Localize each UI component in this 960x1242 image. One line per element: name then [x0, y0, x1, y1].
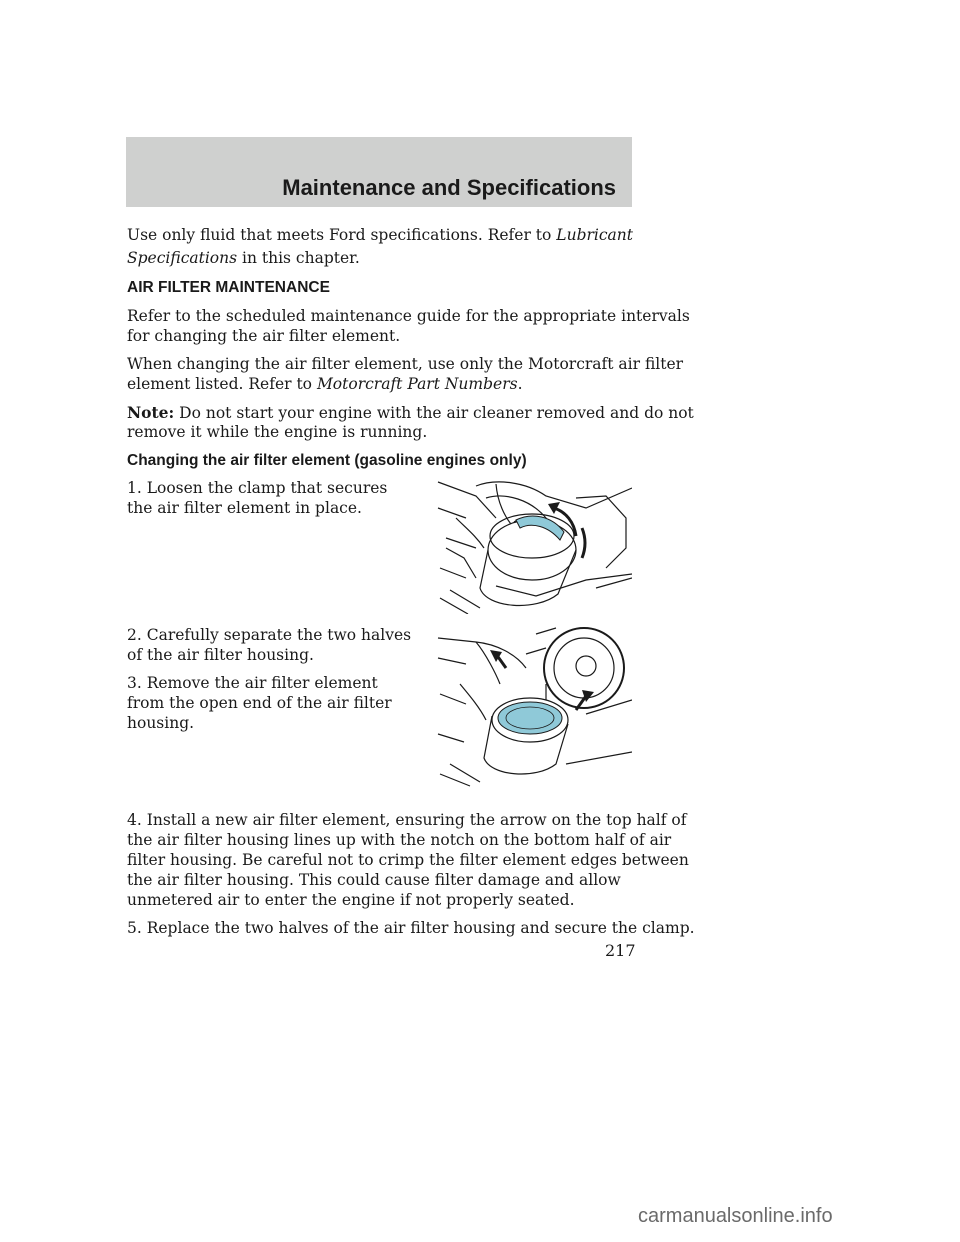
para2-line-2: element listed. Refer to Motorcraft Part Numbers.	[127, 375, 523, 393]
para1-line-2: for changing the air filter element.	[127, 327, 401, 345]
lubricant-reference: Lubricant	[556, 226, 633, 244]
chapter-header	[126, 137, 632, 207]
step-4-line-2: the air filter housing lines up with the notch on the bottom half of air	[127, 831, 672, 849]
step-3-line-3: housing.	[127, 714, 195, 732]
step-3-line-1: 3. Remove the air filter element	[127, 674, 378, 692]
step-3-line-2: from the open end of the air filter	[127, 694, 392, 712]
step-4-line-4: the air filter housing. This could cause filter damage and allow	[127, 871, 621, 889]
note-line-2: remove it while the engine is running.	[127, 423, 428, 441]
para2-line-1: When changing the air filter element, use only the Motorcraft air filter	[127, 355, 684, 373]
subheading: Changing the air filter element (gasoline engines only)	[127, 452, 527, 469]
step-5-line-1: 5. Replace the two halves of the air filter housing and secure the clamp.	[127, 919, 695, 937]
step-4-line-5: unmetered air to enter the engine if not properly seated.	[127, 891, 575, 909]
note-label: Note:	[127, 403, 175, 422]
air-filter-housing-separated-illustration	[436, 624, 632, 788]
intro-line-2: Specifications in this chapter.	[127, 249, 360, 267]
intro-line-1: Use only fluid that meets Ford specifications. Refer to Lubricant	[127, 226, 633, 244]
step-4-line-3: filter housing. Be careful not to crimp the filter element edges between	[127, 851, 689, 869]
step-4-line-1: 4. Install a new air filter element, ensuring the arrow on the top half of	[127, 811, 687, 829]
step-1-line-1: 1. Loosen the clamp that secures	[127, 479, 388, 497]
para1-line-1: Refer to the scheduled maintenance guide for the appropriate intervals	[127, 307, 690, 325]
step-2-line-1: 2. Carefully separate the two halves	[127, 626, 412, 644]
page-number: 217	[605, 941, 636, 960]
section-heading: AIR FILTER MAINTENANCE	[127, 279, 330, 296]
part-numbers-reference: Motorcraft Part Numbers	[316, 375, 518, 393]
specifications-reference: Specifications	[127, 249, 238, 267]
air-filter-clamp-illustration	[436, 478, 632, 614]
note-line-1: Note: Do not start your engine with the air cleaner removed and do not	[127, 403, 694, 422]
step-2-line-2: of the air filter housing.	[127, 646, 314, 664]
chapter-title: Maintenance and Specifications	[282, 175, 616, 200]
watermark: carmanualsonline.info	[638, 1205, 833, 1227]
step-1-line-2: the air filter element in place.	[127, 499, 362, 517]
